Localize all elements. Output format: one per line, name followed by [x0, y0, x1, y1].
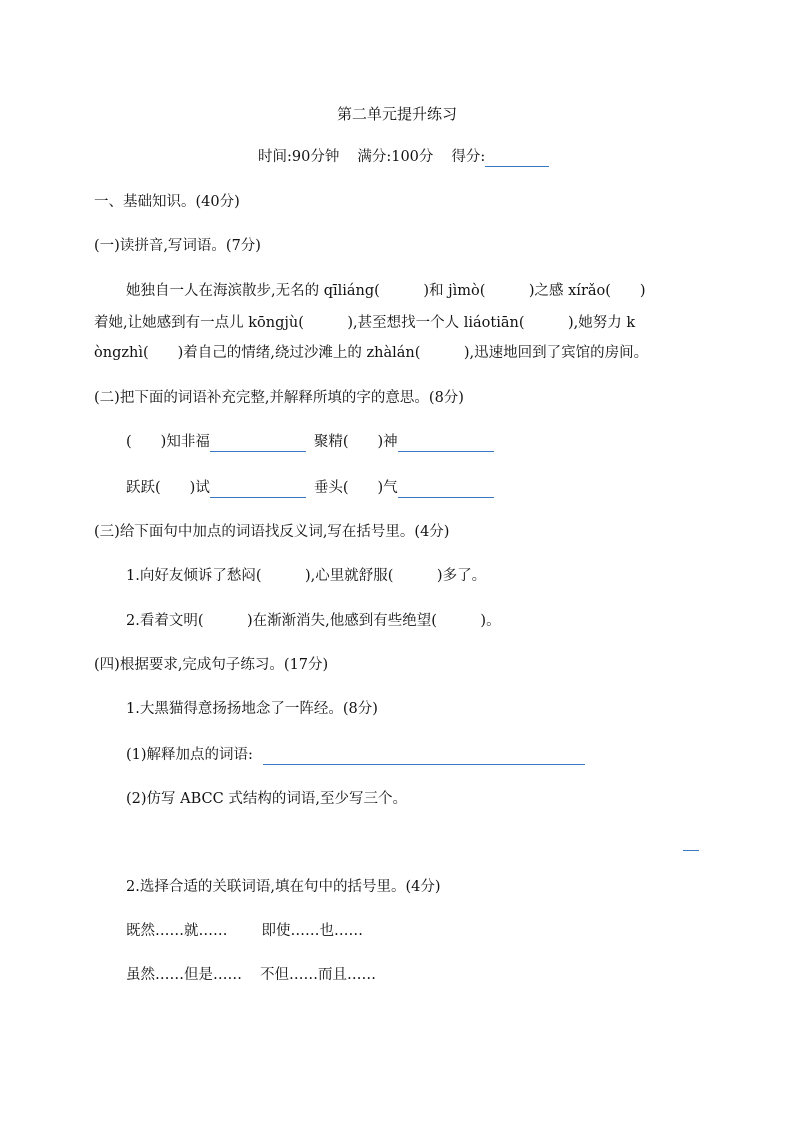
part2-row1 [126, 432, 494, 452]
part4-heading: (四)根据要求,完成句子练习。(17分) [94, 657, 329, 673]
part2-row2 [126, 478, 494, 498]
part3-sentence-2: 2.看着文明( )在渐渐消失,他感到有些绝望( )。 [126, 613, 501, 629]
idiom-3: 跃跃( )试 [126, 480, 210, 496]
part4-q1b: (2)仿写 ABCC 式结构的词语,至少写三个。 [126, 791, 407, 807]
full-score: 满分:100分 [357, 149, 434, 165]
part4-q1: 1.大黑猫得意扬扬地念了一阵经。(8分) [126, 701, 378, 717]
connector-option: 虽然……但是…… [126, 967, 242, 983]
connector-options-row2 [126, 965, 376, 985]
idiom-1: ( )知非福 [126, 434, 210, 450]
idiom-2: 聚精( )神 [313, 434, 398, 450]
connector-options-row1 [126, 921, 363, 941]
q1a-answer-blank[interactable] [263, 750, 585, 765]
part3-heading: (三)给下面句中加点的词语找反义词,写在括号里。(4分) [94, 524, 450, 540]
part4-q1a [126, 745, 585, 765]
idiom-4-blank[interactable] [398, 483, 494, 498]
part1-line3: òngzhì( )着自己的情绪,绕过沙滩上的 zhàlán( ),迅速地回到了宾馆的房间。 [94, 345, 649, 361]
time-limit: 时间:90分钟 [258, 149, 340, 165]
part1-heading: (一)读拼音,写词语。(7分) [94, 238, 261, 254]
part4-q2: 2.选择合适的关联词语,填在句中的括号里。(4分) [126, 879, 441, 895]
connector-option: 不但……而且…… [260, 967, 376, 983]
idiom-2-blank[interactable] [398, 437, 494, 452]
part2-heading: (二)把下面的词语补充完整,并解释所填的字的意思。(8分) [94, 390, 464, 406]
idiom-1-blank[interactable] [210, 437, 306, 452]
score-label: 得分: [451, 149, 486, 165]
q1a-label: (1)解释加点的词语: [126, 747, 253, 763]
page-title: 第二单元提升练习 [336, 105, 457, 123]
connector-option: 即使……也…… [261, 923, 363, 939]
idiom-3-blank[interactable] [210, 483, 306, 498]
score-blank[interactable] [485, 152, 549, 167]
part1-line1: 她独自一人在海滨散步,无名的 qīliáng( )和 jìmò( )之感 xírǎo( ) [126, 283, 646, 299]
section-heading: 一、基础知识。(40分) [94, 194, 240, 210]
idiom-4: 垂头( )气 [313, 480, 398, 496]
q1b-answer-blank[interactable] [683, 850, 699, 851]
connector-option: 既然……就…… [126, 923, 228, 939]
part3-sentence-1: 1.向好友倾诉了愁闷( ),心里就舒服( )多了。 [126, 568, 487, 584]
exam-info [258, 147, 549, 167]
part1-line2: 着她,让她感到有一点儿 kōngjù( ),甚至想找一个人 liáotiān( ),她努力 k [94, 315, 636, 331]
